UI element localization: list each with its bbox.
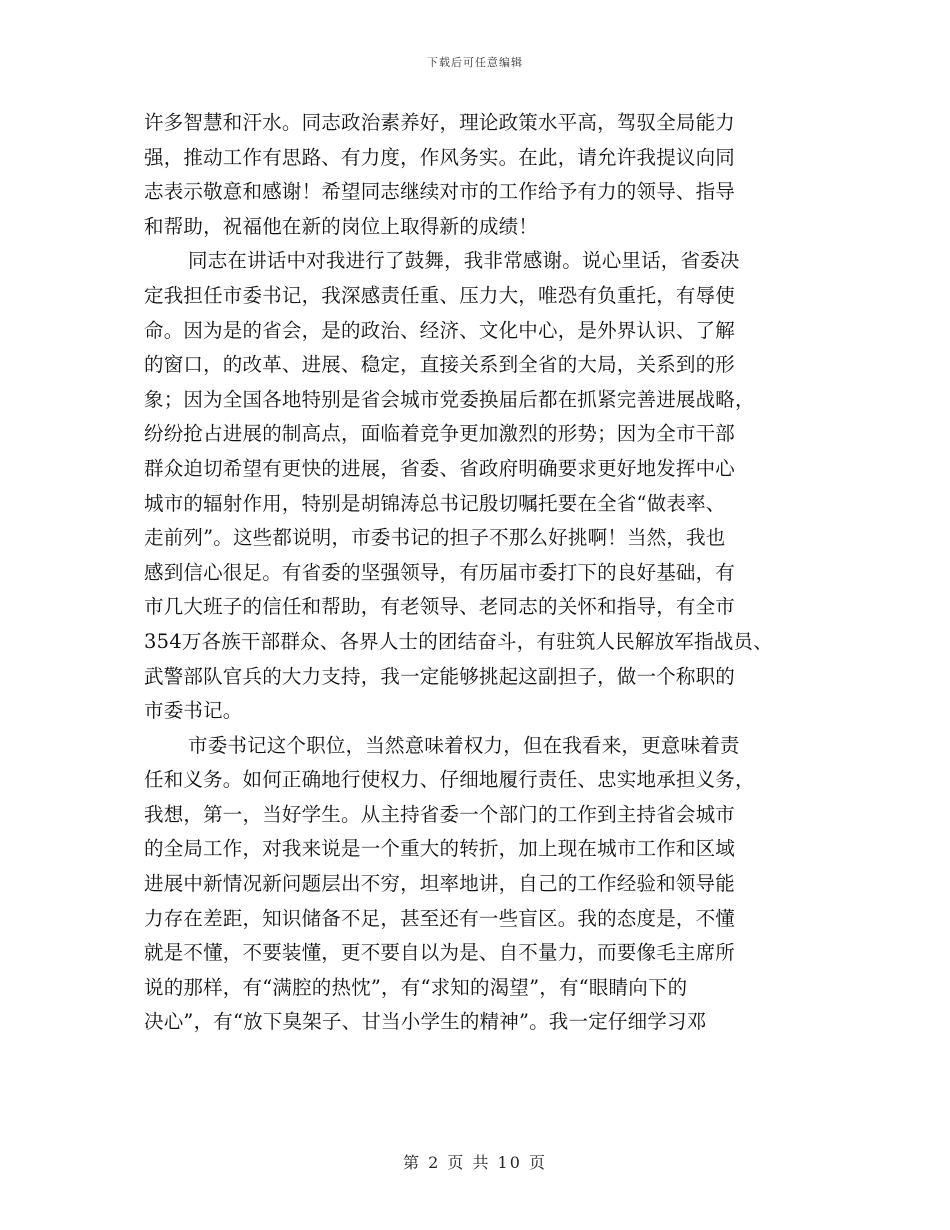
text-line: 命。因为是的省会，是的政治、经济、文化中心，是外界认识、了解: [144, 318, 736, 342]
text-line: 354万各族干部群众、各界人士的团结奋斗，有驻筑人民解放军指战员、: [144, 629, 773, 653]
text-line: 市委书记。: [144, 699, 243, 723]
text-line: 纷纷抢占进展的制高点，面临着竞争更加激烈的形势；因为全市干部: [144, 422, 736, 446]
text-line: 我想，第一，当好学生。从主持省委一个部门的工作到主持省会城市: [144, 802, 736, 826]
text-line: 强，推动工作有思路、有力度，作风务实。在此，请允许我提议向同: [144, 145, 736, 169]
text-line: 群众迫切希望有更快的进展，省委、省政府明确要求更好地发挥中心: [144, 456, 736, 480]
paragraph-start-line: 同志在讲话中对我进行了鼓舞，我非常感谢。说心里话，省委决: [188, 249, 740, 273]
text-line: 城市的辐射作用，特别是胡锦涛总书记殷切嘱托要在全省“做表率、: [144, 491, 726, 515]
text-line: 定我担任市委书记，我深感责任重、压力大，唯恐有负重托，有辱使: [144, 283, 736, 307]
text-line: 就是不懂，不要装懂，更不要自以为是、自不量力，而要像毛主席所: [144, 941, 736, 965]
text-line: 进展中新情况新问题层出不穷，坦率地讲，自己的工作经验和领导能: [144, 872, 736, 896]
text-line: 的全局工作，对我来说是一个重大的转折，加上现在城市工作和区域: [144, 837, 736, 861]
page-header: 下载后可任意编辑: [427, 56, 523, 69]
text-line: 决心”，有“放下臭架子、甘当小学生的精神”。我一定仔细学习邓: [144, 1010, 707, 1034]
page-number: 第 2 页 共 10 页: [403, 1153, 547, 1172]
text-line: 志表示敬意和感谢！希望同志继续对市的工作给予有力的领导、指导: [144, 180, 736, 204]
text-line: 力存在差距，知识储备不足，甚至还有一些盲区。我的态度是，不懂: [144, 906, 736, 930]
text-line: 说的那样，有“满腔的热忱”，有“求知的渴望”，有“眼睛向下的: [144, 975, 688, 999]
text-line: 和帮助，祝福他在新的岗位上取得新的成绩！: [144, 214, 539, 238]
text-line: 象；因为全国各地特别是省会城市党委换届后都在抓紧完善进展战略，: [144, 387, 755, 411]
text-line: 的窗口，的改革、进展、稳定，直接关系到全省的大局，关系到的形: [144, 353, 736, 377]
text-line: 市几大班子的信任和帮助，有老领导、老同志的关怀和指导，有全市: [144, 595, 736, 619]
text-line: 任和义务。如何正确地行使权力、仔细地履行责任、忠实地承担义务，: [144, 768, 755, 792]
text-line: 许多智慧和汗水。同志政治素养好，理论政策水平高，驾驭全局能力: [144, 111, 736, 134]
text-line: 走前列”。这些都说明，市委书记的担子不那么好挑啊！当然，我也: [144, 526, 726, 550]
document-body: [144, 106, 804, 1040]
text-line: 感到信心很足。有省委的坚强领导，有历届市委打下的良好基础，有: [144, 560, 736, 584]
paragraph-start-line: 市委书记这个职位，当然意味着权力，但在我看来，更意味着责: [188, 733, 740, 757]
text-line: 武警部队官兵的大力支持，我一定能够挑起这副担子，做一个称职的: [144, 664, 736, 688]
